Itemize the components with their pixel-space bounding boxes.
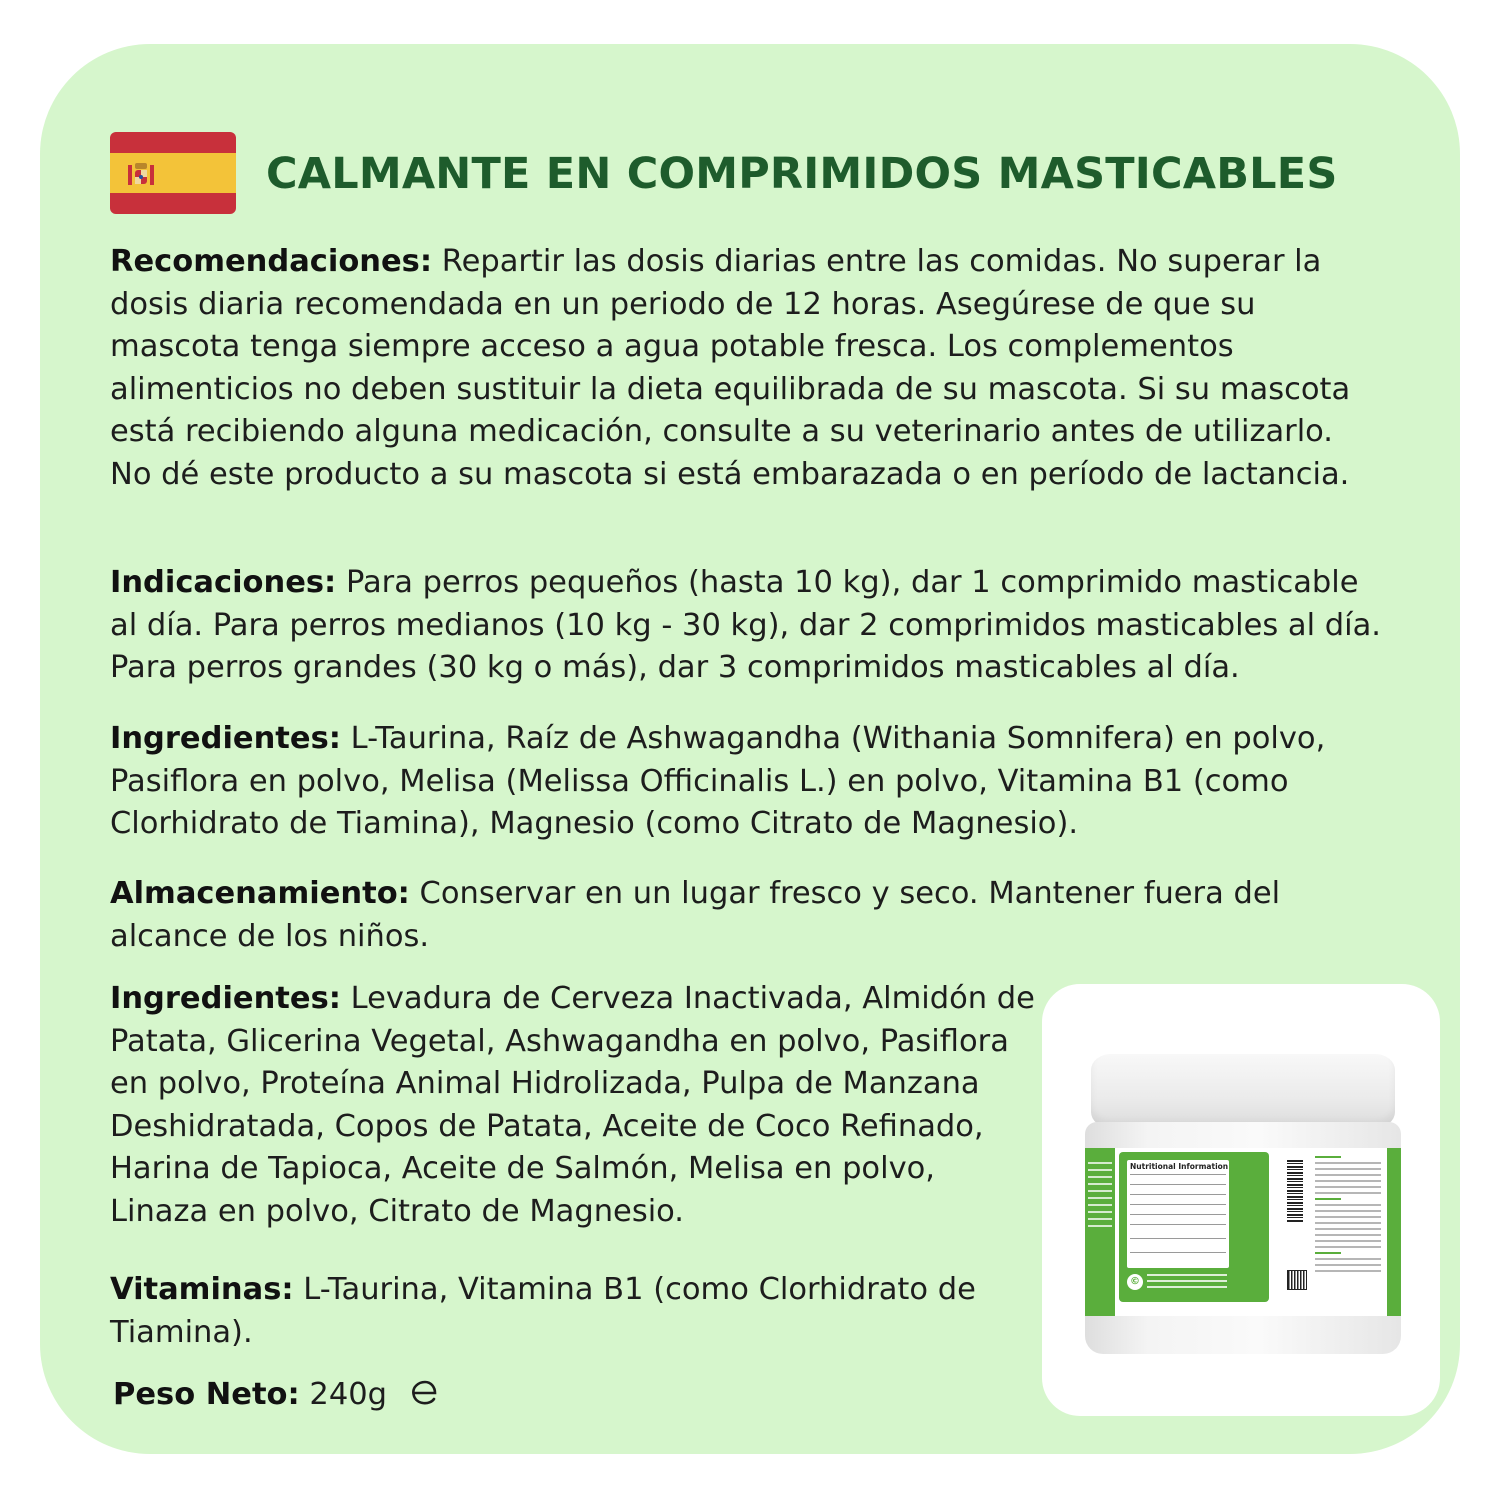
label-green-stripe — [1085, 1148, 1115, 1316]
section-label: Ingredientes: — [110, 721, 341, 756]
section-text: Conservar en un lugar fresco y seco. Mantener fuera del alcance de los niños. — [110, 876, 1281, 954]
spain-flag-icon — [110, 132, 236, 214]
jar-label — [1085, 1148, 1401, 1316]
section-label: Ingredientes: — [110, 981, 341, 1016]
section-label: Almacenamiento: — [110, 876, 410, 911]
section-text: L-Taurina, Raíz de Ashwagandha (Withania Somnifera) en polvo, Pasiflora en polvo, Melisa (Melissa Officinalis L.) en polvo, Vitamina B1 (como Clorhidrato de Tiamina), Magnesio (como Citrato de Magnesio). — [110, 721, 1326, 841]
section-almacenamiento — [110, 873, 1360, 958]
section-text: Para perros pequeños (hasta 10 kg), dar 1 comprimido masticable al día. Para perros medianos (10 kg - 30 kg), dar 2 comprimidos masticables al día. Para perros grandes (30 kg o más), dar 3 comprimidos masticables al día. — [110, 565, 1382, 685]
net-weight-label: Peso Neto: — [113, 1377, 300, 1412]
jar-lid — [1091, 1054, 1395, 1128]
barcode-icon — [1287, 1160, 1303, 1222]
coat-of-arms-icon — [126, 159, 156, 189]
section-recomendaciones — [110, 241, 1380, 496]
section-ingredientes — [110, 978, 1035, 1233]
estimated-sign-icon — [409, 1378, 439, 1408]
net-weight — [113, 1374, 439, 1417]
section-text: L-Taurina, Vitamina B1 (como Clorhidrato de Tiamina). — [110, 1272, 976, 1350]
qr-code-icon — [1287, 1270, 1307, 1290]
section-vitaminas — [110, 1269, 1015, 1354]
section-ingredientes-activos — [110, 718, 1380, 846]
section-text: Repartir las dosis diarias entre las comidas. No superar la dosis diaria recomendada en un periodo de 12 horas. Asegúrese de que su mascota tenga siempre acceso a agua potable fresca. Los complementos alimenticios no deben sustituir la dieta equilibrada de su mascota. Si su mascota está recibiendo alguna medicación, consulte a su veterinario antes de utilizarlo. No dé este producto a su mascota si está embarazada o en período de lactancia. — [110, 244, 1351, 492]
page-title: CALMANTE EN COMPRIMIDOS MASTICABLES — [266, 149, 1338, 199]
copyright-badge: © — [1127, 1274, 1143, 1290]
section-label: Vitaminas: — [110, 1272, 294, 1307]
net-weight-value: 240g — [299, 1377, 387, 1412]
supplement-jar-image — [1085, 1054, 1401, 1356]
jar-body — [1085, 1122, 1401, 1354]
section-label: Indicaciones: — [110, 565, 337, 600]
label-text-block — [1315, 1156, 1381, 1276]
nutrition-panel — [1119, 1152, 1269, 1302]
section-indicaciones — [110, 562, 1395, 690]
nutrition-title: Nutritional Information — [1130, 1162, 1229, 1171]
section-text: Levadura de Cerveza Inactivada, Almidón de Patata, Glicerina Vegetal, Ashwagandha en polvo, Pasiflora en polvo, Proteína Animal Hidrolizada, Pulpa de Manzana Deshidratada, Copos de Patata, Aceite de Coco Refinado, Harina de Tapioca, Aceite de Salmón, Melisa en polvo, Linaza en polvo, Citrato de Magnesio. — [110, 981, 1035, 1229]
section-label: Recomendaciones: — [110, 244, 433, 279]
